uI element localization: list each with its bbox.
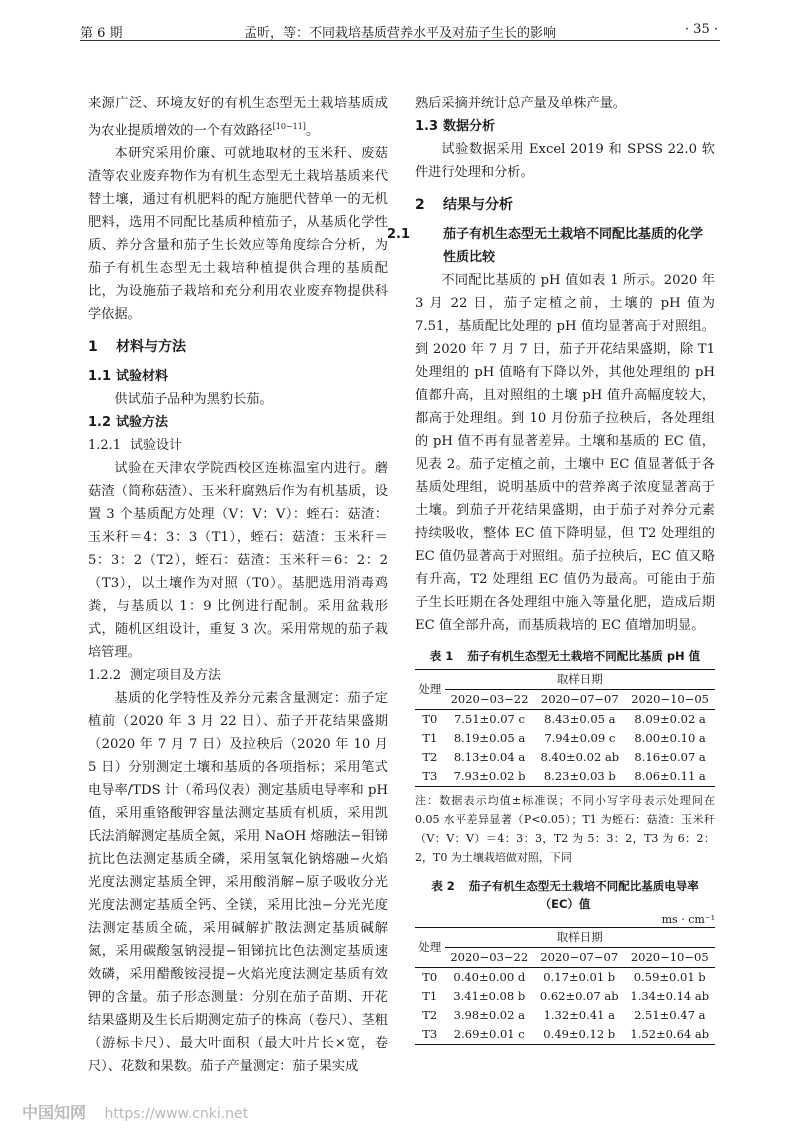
section-1-3-text: 试验数据采用 Excel 2019 和 SPSS 22.0 软件进行处理和分析。	[415, 142, 715, 180]
table-row: T2 8.13±0.04 a 8.40±0.02 ab 8.16±0.07 a	[422, 750, 706, 764]
table-header: 处理	[415, 670, 445, 710]
continued-paragraph: 熟后采摘并统计总产量及单株产量。	[415, 96, 626, 111]
section-2-1-heading: 2.1 茄子有机生态型无土栽培不同配比基质的化学性质比较	[387, 227, 704, 265]
section-1-3-heading: 1.3 数据分析	[415, 119, 496, 134]
section-1-2-1-heading: 1.2.1 试验设计	[88, 438, 183, 454]
running-title: 孟昕，等：不同栽培基质营养水平及对茄子生长的影响	[243, 26, 556, 41]
table-row: T2 3.98±0.02 a 1.32±0.41 a 2.51±0.47 a	[422, 1008, 706, 1022]
table-1	[415, 669, 715, 787]
section-1-2-heading: 1.2 试验方法	[88, 415, 169, 431]
page-number: · 35 ·	[684, 22, 718, 37]
table-row: T1 3.41±0.08 b 0.62±0.07 ab 1.34±0.14 ab	[422, 989, 710, 1003]
right-column	[387, 92, 715, 1045]
intro-paragraph-1: 来源广泛、环境友好的有机生态型无土栽培基质成为农业提质增效的一个有效路径[10−11]。	[88, 96, 388, 139]
header-rule	[80, 40, 720, 41]
issue-number: 第 6 期	[80, 26, 123, 41]
section-1-1-text: 供试茄子品种为黑豹长茄。	[114, 392, 273, 408]
cnki-logo: 中国知网	[22, 1103, 87, 1122]
table-row: T1 8.19±0.05 a 7.94±0.09 c 8.00±0.10 a	[422, 731, 706, 745]
footer-watermark	[22, 1100, 248, 1123]
section-1-2-2-text: 基质的化学特性及养分元素含量测定：茄子定植前（2020 年 3 月 22 日）、茄子开花结果盛期（2020 年 7 月 7 日）及拉秧后（2020 年 10 月 5 日）分别测定土壤和基质的各项指标；采用笔式电导率/TDS 计（希玛仪表）测定基质电导率和 pH 值，采用重铬酸钾容量法测定基质有机质，采用凯氏法消解测定基质全氮，采用 NaOH 熔融法−钼锑抗比色法测定基质全磷，采用氢氧化钠熔融−火焰光度法测定基质全钾，采用酸消解−原子吸收分光光度法测定基质全钙、全镁，采用比浊−分光光度法测定基质全硫，采用碱解扩散法测定基质碱解氮，采用碳酸氢钠浸提−钼锑抗比色法测定基质速效磷，采用醋酸铵浸提−火焰光度法测定基质有效钾的含量。茄子形态测量：分别在茄子苗期、开花结果盛期及生长后期测定茄子的株高（卷尺）、茎粗（游标卡尺）、最大叶面积（最大叶片长×宽，卷尺）、花数和果数。茄子产量测定：茄子果实成	[88, 691, 388, 1075]
table-2	[415, 927, 715, 1045]
section-1-2-1-text: 试验在天津农学院西校区连栋温室内进行。蘑菇渣（简称菇渣）、玉米秆腐熟后作为有机基质，设置 3 个基质配方处理（V：V：V）：蛭石：菇渣：玉米秆＝4：3：3（T1），蛭石：菇渣：玉米秆＝5：3：2（T2），蛭石：菇渣：玉米秆＝6：2：2（T3），以土壤作为对照（T0）。基肥选用消毒鸡粪，与基质以 1：9 比例进行配制。采用盆栽形式，随机区组设计，重复 3 次。采用常规的茄子栽培管理。	[88, 461, 388, 661]
table-row: T0 0.40±0.00 d 0.17±0.01 b 0.59±0.01 b	[422, 970, 706, 984]
table-header: 2020−03−22	[445, 948, 534, 968]
table-header: 取样日期	[445, 928, 715, 948]
table-header: 2020−07−07	[534, 948, 624, 968]
intro-paragraph-2: 本研究采用价廉、可就地取材的玉米秆、废菇渣等农业废弃物作为有机生态型无土栽培基质来代替土壤，通过有机肥料的配方施肥代替单一的无机肥料，选用不同配比基质种植茄子，从基质化学性质、养分含量和茄子生长效应等角度综合分析，为茄子有机生态型无土栽培种植提供合理的基质配比，为设施茄子栽培和充分利用农业废弃物提供科学依据。	[88, 146, 388, 323]
section-1-2-2-heading: 1.2.2 测定项目及方法	[88, 668, 222, 684]
section-2-1-text: 不同配比基质的 pH 值如表 1 所示。2020 年 3 月 22 日，茄子定植之前，土壤的 pH 值为 7.51，基质配比处理的 pH 值均显著高于对照组。到 2020 年 7 月 7 日，茄子开花结果盛期，除 T1 处理组的 pH 值略有下降以外，其他处理组的 pH 值都升高，且对照组的土壤 pH 值升高幅度较大，都高于处理组。到 10 月份茄子拉秧后，各处理组的 pH 值不再有显著差异。土壤和基质的 EC 值，见表 2。茄子定植之前，土壤中 EC 值显著低于各基质处理组，说明基质中的营养离子浓度显著高于土壤。到茄子开花结果盛期，由于茄子对养分元素持续吸收，整体 EC 值下降明显，但 T2 处理组的 EC 值仍显著高于对照组。茄子拉秧后，EC 值又略有升高，T2 处理组 EC 值仍为最高。可能由于茄子生长旺期在各处理组中施入等量化肥，造成后期 EC 值全部升高，而基质栽培的 EC 值增加明显。	[415, 273, 715, 633]
table-1-caption: 表 1 茄子有机生态型无土栽培不同配比基质 pH 值	[429, 649, 701, 663]
section-2-heading: 2 结果与分析	[415, 197, 513, 213]
table-1-note: 注：数据表示均值±标准误；不同小写字母表示处理间在 0.05 水平差异显著（P<0.05）；T1 为蛭石：菇渣：玉米秆（V：V：V）＝4：3：3，T2 为 5：3：2，T3 为 6：2：2，T0 为土壤栽培做对照，下同	[415, 794, 715, 864]
table-2-caption: 表 2 茄子有机生态型无土栽培不同配比基质电导率（EC）值	[431, 879, 699, 911]
table-2-unit: ms · cm⁻¹	[661, 913, 715, 926]
table-row: T3 2.69±0.01 c 0.49±0.12 b 1.52±0.64 ab	[415, 1025, 715, 1045]
table-header: 2020−10−05	[625, 690, 715, 710]
cnki-url[interactable]: https://www.cnki.net	[104, 1106, 249, 1122]
table-header: 取样日期	[445, 670, 715, 690]
table-row: T0 7.51±0.07 c 8.43±0.05 a 8.09±0.02 a	[422, 712, 706, 726]
table-header: 2020−03−22	[445, 690, 535, 710]
table-header: 处理	[415, 928, 445, 968]
table-header: 2020−10−05	[624, 948, 715, 968]
section-1-heading: 1 材料与方法	[88, 339, 186, 356]
left-column	[88, 92, 388, 1078]
table-header: 2020−07−07	[534, 690, 625, 710]
running-header	[0, 0, 800, 58]
citation[interactable]: [10−11]	[272, 122, 306, 131]
section-1-1-heading: 1.1 试验材料	[88, 369, 169, 385]
table-row: T3 7.93±0.02 b 8.23±0.03 b 8.06±0.11 a	[415, 767, 715, 787]
